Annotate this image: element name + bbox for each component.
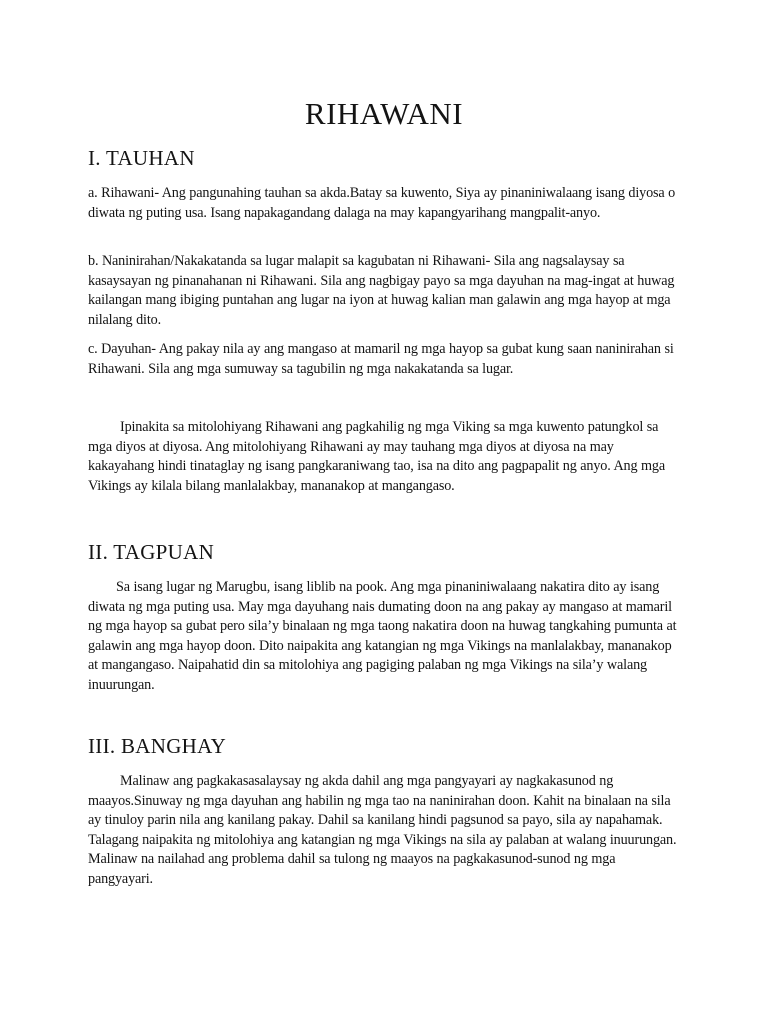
section-heading-banghay: III. BANGHAY (88, 734, 227, 758)
document-title: RIHAWANI (304, 96, 464, 131)
section-heading-tauhan: I. TAUHAN (88, 146, 195, 170)
paragraph-tagpuan: Sa isang lugar ng Marugbu, isang liblib na pook. Ang mga pinaniniwalaang nakatira dito ay isang diwata ng mga puting usa. May mga dayuhang nais dumating doon na ang pakay ay mangaso at mamaril ng mga hayop sa gubat pero sila’y binalaan ng mga taong nakatira doon na huwag tangkahing pumunta at galawin ang mga hayop doon. Dito naipakita ang katangian ng mga Vikings na manlalakbay, mananakop at mangangaso. Naipahatid din sa mitolohiya ang pagiging palaban ng mga Vikings na sila’y walang inuurungan. (88, 579, 677, 693)
paragraph-tauhan-c: c. Dayuhan- Ang pakay nila ay ang mangaso at mamaril ng mga hayop sa gubat kung saan naninirahan si Rihawani. Sila ang mga sumuway sa tagubilin ng mga nakakatanda sa lugar. (88, 341, 674, 377)
section-heading-tagpuan: II. TAGPUAN (88, 540, 215, 564)
paragraph-tauhan-summary: Ipinakita sa mitolohiyang Rihawani ang pagkahilig ng mga Viking sa mga kuwento patungkol sa mga diyos at diyosa. Ang mitolohiyang Rihawani ay may tauhang mga diyos at diyosa na may kakayahang hindi tinataglay ng isang pangkaraniwang tao, isa na dito ang pagpapalit ng anyo. Ang mga Vikings ay kilala bilang manlalakbay, mananakop at mangangaso. (88, 419, 666, 494)
paragraph-banghay: Malinaw ang pagkakasasalaysay ng akda dahil ang mga pangyayari ay nagkakasunod ng maayos.Sinuway ng mga dayuhan ang habilin ng mga tao na naninirahan doon. Kahit na binalaan na sila ay tinuloy parin nila ang kanilang pakay. Dahil sa kanilang hindi pagsunod sa payo, sila ay napahamak. Talagang naipakita ng mitolohiya ang katangian ng mga Vikings na sila ay palaban at walang inuurungan. Malinaw na nailahad ang problema dahil sa tulong ng maayos na pagkakasunod-sunod ng mga pangyayari. (88, 773, 677, 887)
paragraph-tauhan-a: a. Rihawani- Ang pangunahing tauhan sa akda.Batay sa kuwento, Siya ay pinaniniwalaang isang diyosa o diwata ng puting usa. Isang napakagandang dalaga na may kapangyarihang mangpalit-anyo. (88, 185, 676, 221)
paragraph-tauhan-b: b. Naninirahan/Nakakatanda sa lugar malapit sa kagubatan ni Rihawani- Sila ang nagsalaysay sa kasaysayan ng pinanahanan ni Rihawani. Sila ang nagbigay payo sa mga dayuhan na mag-ingat at huwag kailangan mang ibiging puntahan ang lugar na iyon at huwag kalian man galawin ang mga hayop at mga nilalang dito. (88, 253, 675, 328)
